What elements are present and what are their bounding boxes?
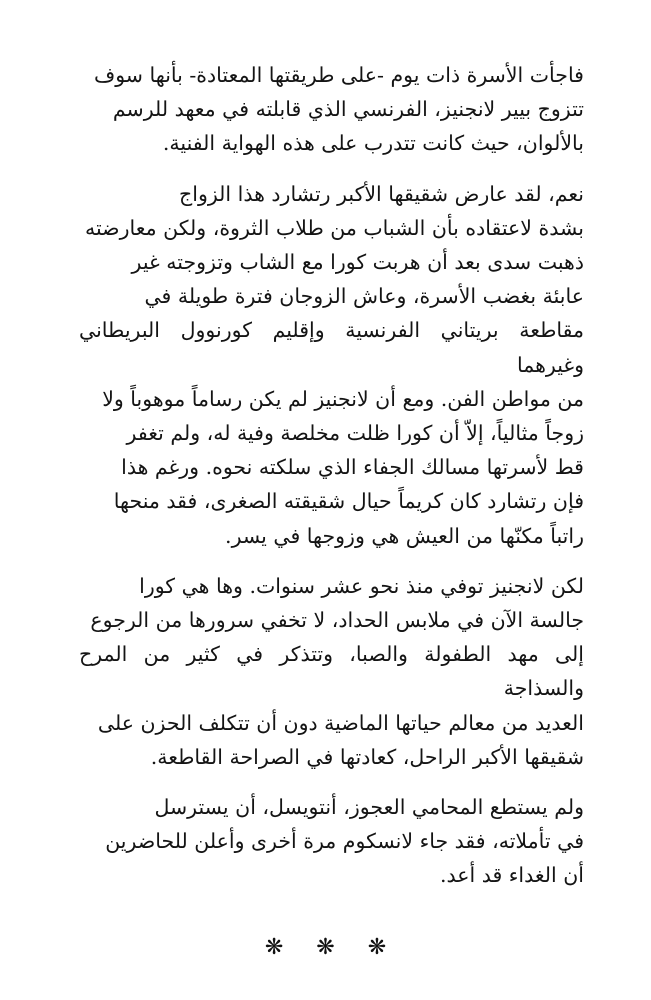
asterism-icon: ❋ (367, 935, 387, 960)
paragraph-1: فاجأت الأسرة ذات يوم -على طريقتها المعتادة- بأنها سوف تتزوج بيير لانجنيز، الفرنسي الذي قابلته في معهد للرسم بالألوان، حيث كانت تتدرب على هذه الهواية الفنية. (93, 63, 584, 156)
paragraph-2: نعم، لقد عارض شقيقها الأكبر رتشارد هذا الزواج بشدة لاعتقاده بأن الشباب من طلاب الثروة، ولكن معارضته ذهبت سدى بعد أن هربت كورا مع الشاب وتزوجته غير عابئة بغضب الأسرة، وعاش الزوجان فترة طويلة في مقاطعة بريتاني الفرنسية وإقليم كورنوول البريطاني وغيرهما من مواطن الفن. ومع أن لانجنيز لم يكن رساماً موهوباً ولا زوجاً مثالياً، إلاّ أن كورا ظلت مخلصة وفية له، ولم تغفر قط لأسرتها مسالك الجفاء الذي سلكته نحوه. ورغم هذا فإن رتشارد كان كريماً حيال شقيقته الصغرى، فقد منحها راتباً مكنّها من العيش هي وزوجها في يسر. (79, 181, 584, 548)
section-separator (0, 935, 651, 960)
asterism-icon: ❋ (316, 935, 335, 960)
asterism-icon: ❋ (264, 935, 284, 960)
paragraph-3: لكن لانجنيز توفي منذ نحو عشر سنوات. وها هي كورا جالسة الآن في ملابس الحداد، لا تخفي سرورها من الرجوع إلى مهد الطفولة والصبا، وتتذكر في كثير من المرح والسذاجة العديد من معالم حياتها الماضية دون أن تتكلف الحزن على شقيقها الأكبر الراحل، كعادتها في الصراحة القاطعة. (79, 573, 584, 769)
body-text (79, 58, 584, 893)
paragraph-4: ولم يستطع المحامي العجوز، أنتويسل، أن يسترسل في تأملاته، فقد جاء لانسكوم مرة أخرى وأعلن للحاضرين أن الغداء قد أعد. (105, 795, 584, 888)
